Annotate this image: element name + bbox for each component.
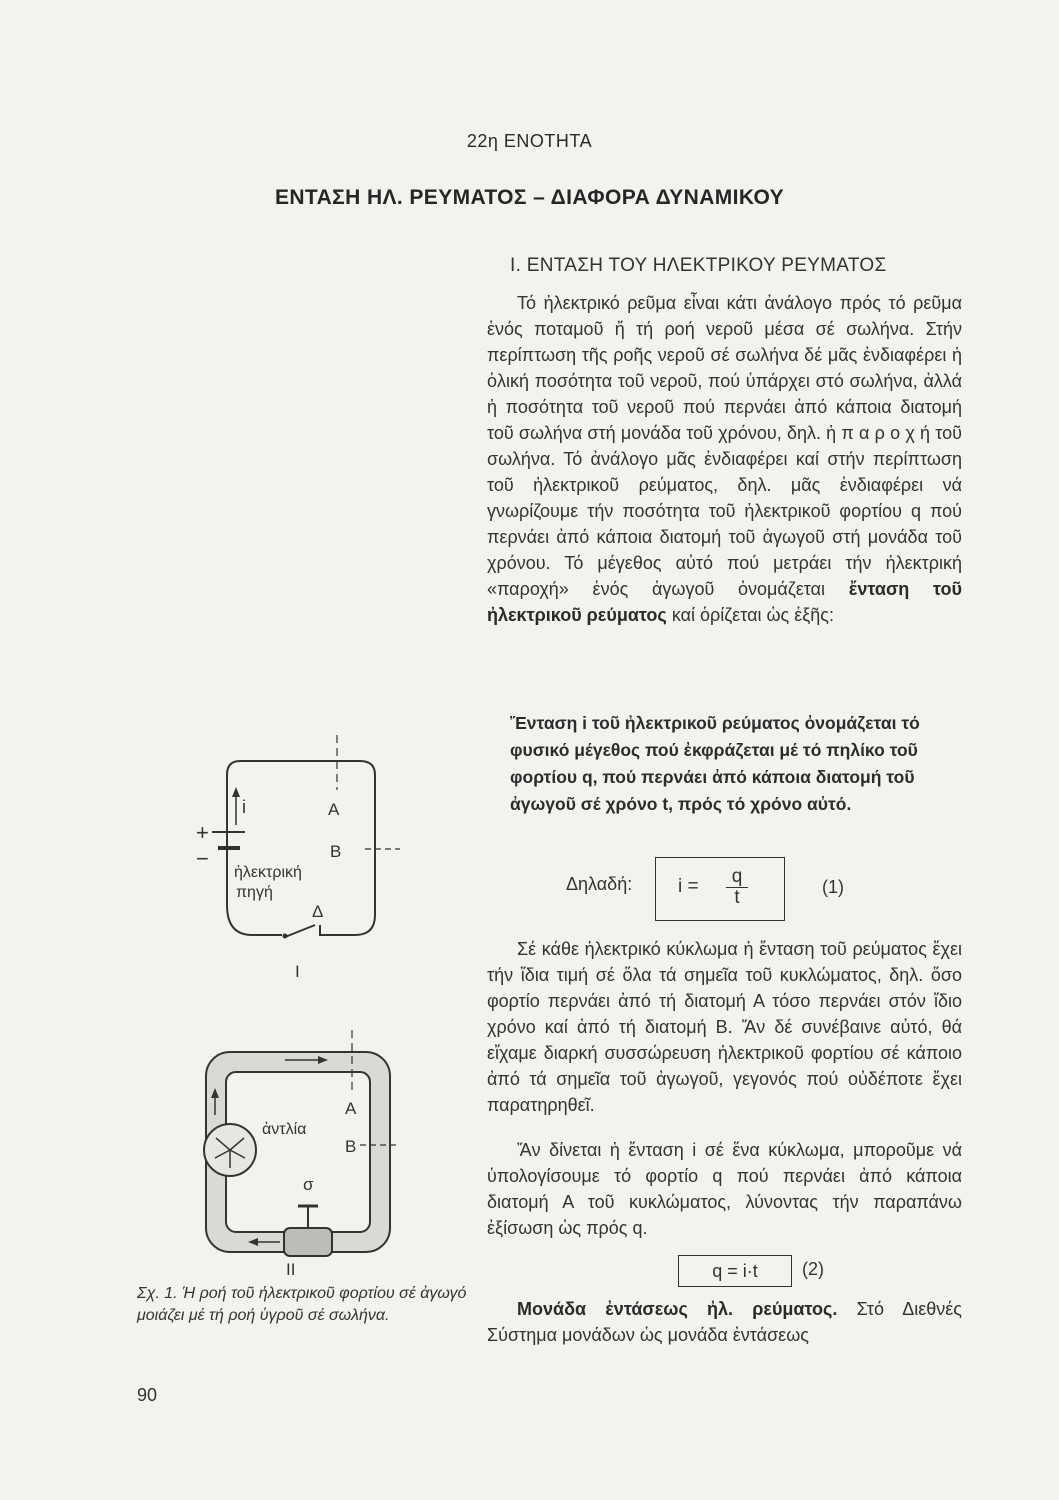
paragraph-4 [487, 1296, 962, 1348]
pipe-point-a: Α [345, 1099, 357, 1118]
source-label-1: ἠλεκτρική [234, 864, 302, 881]
formula-1-number: (1) [822, 877, 844, 897]
formula-1-numerator: q [731, 866, 743, 887]
switch-icon [285, 925, 315, 937]
formula-2: q = i·t [712, 1261, 758, 1281]
intro-paragraph [487, 290, 962, 628]
point-d-label: Δ [312, 902, 324, 921]
circuit-wire-right [240, 761, 375, 935]
paragraph-3: Ἄν δίνεται ἡ ἔνταση i σέ ἕνα κύκλωμα, μποροῦμε νά ὑπολογίσουμε τό φορτίο q πού περνάει ἀπό κάποια διατομή Α τοῦ κυκλώματος, λύνοντας τήν παραπάνω ἐξίσωση ὡς πρός q. [487, 1140, 962, 1238]
formula-2-box [678, 1255, 792, 1287]
intro-text-c: καί ὁρίζεται ὡς ἑξῆς: [671, 605, 834, 625]
plus-sign: + [196, 820, 209, 845]
formula-1-lhs: i = [678, 876, 699, 897]
valve-label: σ [303, 1175, 314, 1194]
valve-icon [284, 1228, 332, 1256]
section-heading: Ι. ΕΝΤΑΣΗ ΤΟΥ ΗΛΕΚΤΡΙΚΟΥ ΡΕΥΜΑΤΟΣ [510, 255, 887, 276]
unit-label: 22η ΕΝΟΤΗΤΑ [466, 131, 593, 151]
arrow-head-icon [232, 787, 240, 797]
intro-bold-term: ἔνταση τοῦ ἠλεκτρικοῦ ρεύματος [487, 579, 962, 625]
current-label: i [242, 797, 246, 817]
minus-sign: − [196, 846, 209, 871]
point-b-label: Β [330, 842, 342, 861]
point-a-label: Α [328, 800, 340, 819]
source-label-2: πηγή [236, 884, 273, 901]
unit-heading: Μονάδα ἐντάσεως ἠλ. ρεύματος. [517, 1299, 838, 1319]
definition-box: Ἔνταση i τοῦ ἠλεκτρικοῦ ρεύματος ὀνομάζεται τό φυσικό μέγεθος πού ἐκφράζεται μέ τό πηλίκο τοῦ φορτίου q, πού περνάει ἀπό κάποια διατομή τοῦ ἀγωγοῦ σέ χρόνο t, πρός τό χρόνο αὐτό. [510, 713, 920, 814]
figure-caption: Σχ. 1. Ἡ ροή τοῦ ἠλεκτρικοῦ φορτίου σέ ἀγωγό μοιάζει μέ τή ροή ὑγροῦ σέ σωλήνα. [137, 1285, 467, 1324]
formula-1-label: Δηλαδή: [566, 874, 633, 894]
switch-pivot [283, 934, 288, 939]
intro-text-b: τοῦ σωλήνα. Τό ἀνάλογο μᾶς ἐνδιαφέρει καί στήν περίπτωση τοῦ ἠλεκτρικοῦ ρεύματος, δηλ. μᾶς ἐνδιαφέρει νά γνωρίζουμε τήν ποσότητα τοῦ ἠλεκτρικοῦ φορτίου q πού περνάει ἀπό κάποια διατομή τοῦ ἀγωγοῦ στή μονάδα τοῦ χρόνου. Τό μέγεθος αὐτό πού μετράει τήν ἠλεκτρική «παροχή» ἑνός ἀγωγοῦ ὀνομάζεται [487, 423, 962, 599]
figure-i-numeral: Ι [295, 962, 300, 981]
pump-figure [190, 1030, 420, 1280]
circuit-figure [190, 735, 420, 985]
formula-1-denominator: t [734, 887, 740, 908]
figure-ii-numeral: ΙΙ [286, 1260, 296, 1279]
formula-2-number: (2) [802, 1259, 824, 1279]
paragraph-2: Σέ κάθε ἠλεκτρικό κύκλωμα ἡ ἔνταση τοῦ ρεύματος ἔχει τήν ἴδια τιμή σέ ὅλα τά σημεῖα τοῦ κυκλώματος, δηλ. ὅσο φορτίο περνάει ἀπό τή διατομή Α τόσο περνάει στόν ἴδιο χρόνο καί ἀπό τή διατομή Β. Ἄν δέ συνέβαινε αὐτό, θά εἴχαμε διαρκή συσσώρευση ἠλεκτρικοῦ φορτίου σέ κάποιο ἀπό τά σημεῖα τοῦ ἀγωγοῦ, γεγονός πού οὐδέποτε ἔχει παρατηρηθεῖ. [487, 939, 962, 1115]
intro-text-a: Τό ἠλεκτρικό ρεῦμα εἶναι κάτι ἀνάλογο πρός τό ρεῦμα ἑνός ποταμοῦ ἤ τή ροή νεροῦ μέσα σέ σωλήνα. Στήν περίπτωση τῆς ροῆς νεροῦ σέ σωλήνα δέ μᾶς ἐνδιαφέρει ἡ ὁλική ποσότητα τοῦ νεροῦ, πού ὑπάρχει στό σωλήνα, ἀλλά ἡ ποσότητα τοῦ νεροῦ πού περνάει ἀπό κάποια διατομή τοῦ σωλήνα στή μονάδα τοῦ χρόνου, δηλ. ἡ [487, 293, 962, 443]
pipe-point-b: Β [345, 1137, 357, 1156]
page-number: 90 [137, 1385, 158, 1405]
intro-spaced-word: π α ρ ο χ ή [841, 423, 931, 443]
formula-1-box [655, 857, 785, 921]
chapter-title: ΕΝΤΑΣΗ ΗΛ. ΡΕΥΜΑΤΟΣ – ΔΙΑΦΟΡΑ ΔΥΝΑΜΙΚΟΥ [274, 186, 785, 209]
paragraph-4-text: Στό Διεθνές Σύστημα μονάδων ὡς μονάδα ἐντάσεως [487, 1299, 962, 1345]
pump-label: ἀντλία [262, 1121, 307, 1138]
formula-1-fraction [726, 867, 748, 908]
